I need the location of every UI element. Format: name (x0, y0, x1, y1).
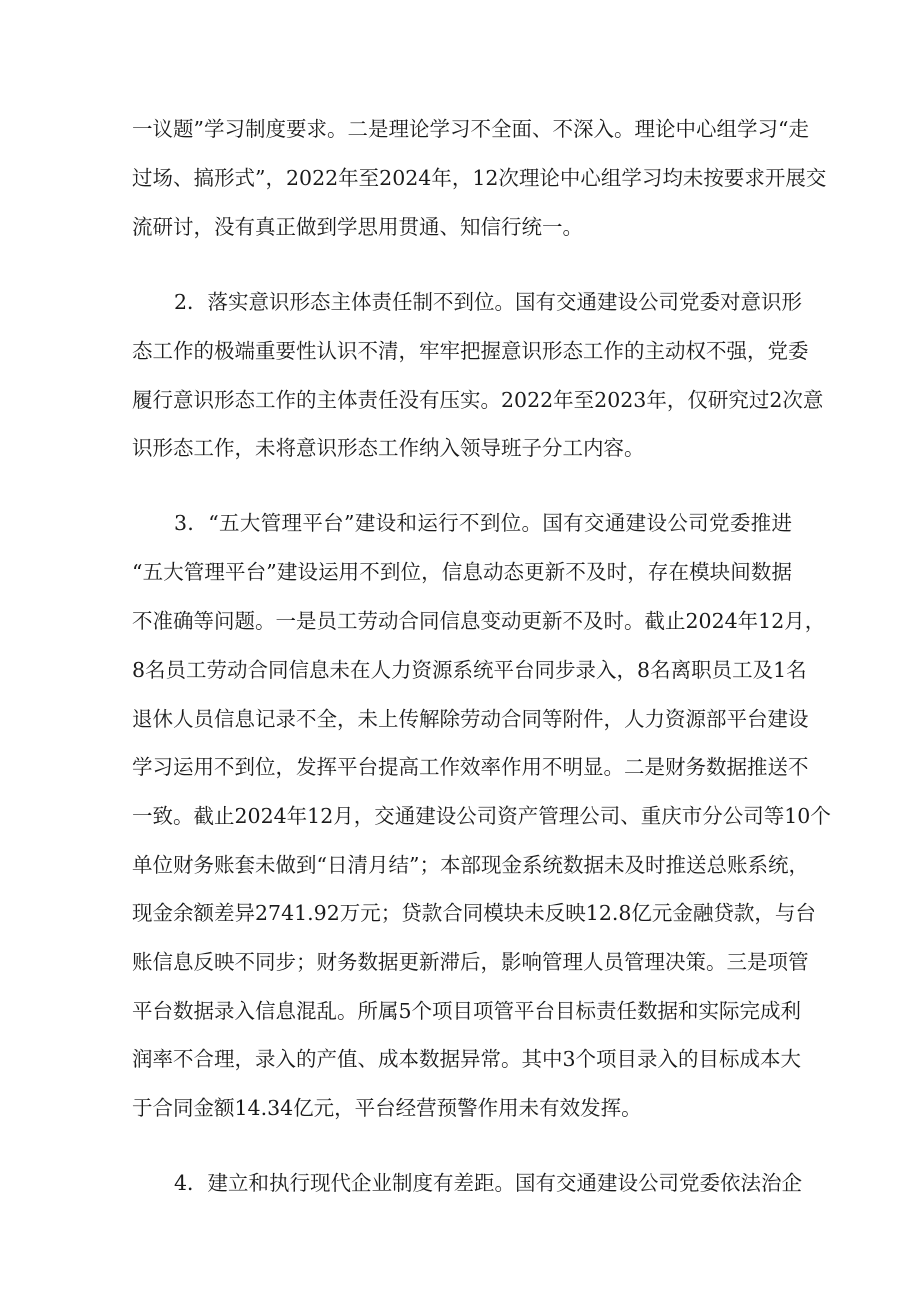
p2-line-7: 单位财务账套未做到“日清月结”；本部现金系统数据未及时推送总账系统， (132, 853, 809, 877)
p2-line-5: 学习运用不到位，发挥平台提高工作效率作用不明显。二是财务数据推送不 (132, 755, 809, 779)
p2-line-12: 于合同金额14.34亿元，平台经营预警作用未有效发挥。 (132, 1096, 642, 1120)
p2-line-2: 不准确等问题。一是员工劳动合同信息变动更新不及时。截止2024年12月， (132, 609, 826, 633)
p2-line-10: 平台数据录入信息混乱。所属5个项目项管平台目标责任数据和实际完成利 (132, 999, 802, 1023)
p1-line-3: 识形态工作，未将意识形态工作纳入领导班子分工内容。 (132, 436, 645, 460)
p0-line-1: 过场、搞形式”，2022年至2024年，12次理论中心组学习均未按要求开展交 (132, 166, 827, 190)
p1-line-2: 履行意识形态工作的主体责任没有压实。2022年至2023年，仅研究过2次意 (132, 388, 824, 412)
p1-line-0: 2．落实意识形态主体责任制不到位。国有交通建设公司党委对意识形 (174, 290, 803, 314)
p2-line-4: 退休人员信息记录不全，未上传解除劳动合同等附件，人力资源部平台建设 (132, 707, 809, 731)
p0-line-0: 一议题”学习制度要求。二是理论学习不全面、不深入。理论中心组学习“走 (132, 117, 809, 141)
p2-line-11: 润率不合理，录入的产值、成本数据异常。其中3个项目录入的目标成本大 (132, 1047, 802, 1071)
p2-line-6: 一致。截止2024年12月，交通建设公司资产管理公司、重庆市分公司等10个 (132, 804, 831, 828)
p2-line-0: 3．“五大管理平台”建设和运行不到位。国有交通建设公司党委推进 (174, 511, 792, 535)
p3-line-0: 4．建立和执行现代企业制度有差距。国有交通建设公司党委依法治企 (174, 1171, 803, 1195)
p2-line-3: 8名员工劳动合同信息未在人力资源系统平台同步录入，8名离职员工及1名 (132, 658, 807, 682)
p2-line-9: 账信息反映不同步；财务数据更新滞后，影响管理人员管理决策。三是项管 (132, 950, 809, 974)
p1-line-1: 态工作的极端重要性认识不清，牢牢把握意识形态工作的主动权不强，党委 (132, 339, 809, 363)
p2-line-1: “五大管理平台”建设运用不到位，信息动态更新不及时，存在模块间数据 (132, 560, 792, 584)
p2-line-8: 现金余额差异2741.92万元；贷款合同模块未反映12.8亿元金融贷款，与台 (132, 901, 816, 925)
p0-line-2: 流研讨，没有真正做到学思用贯通、知信行统一。 (132, 215, 583, 239)
